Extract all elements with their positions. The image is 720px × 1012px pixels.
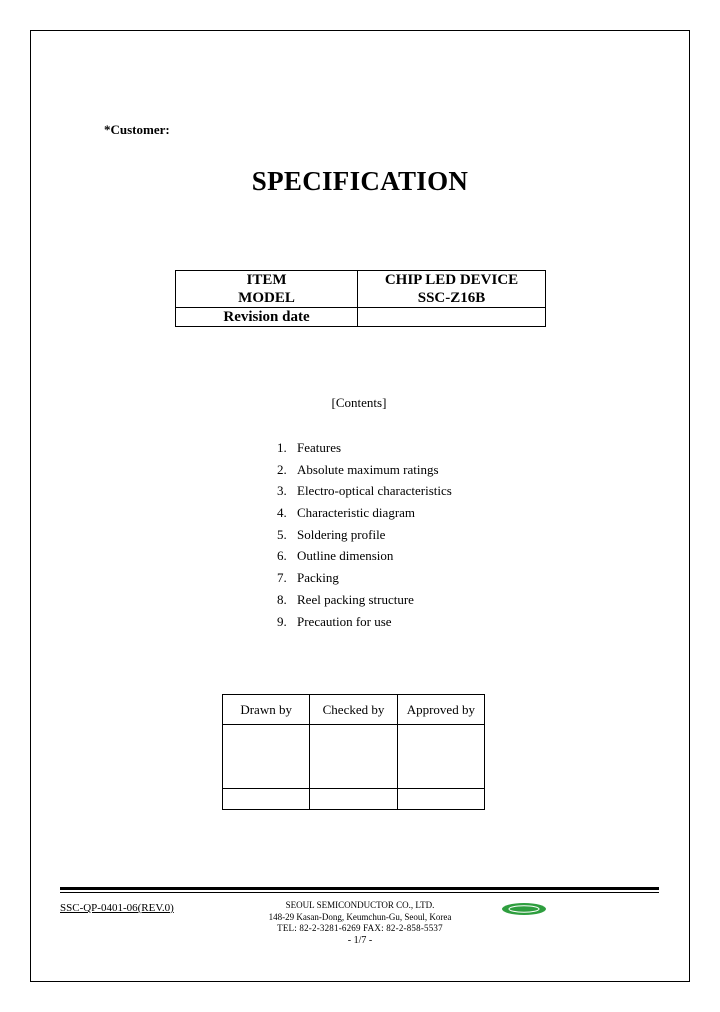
drawn-by-header: Drawn by <box>223 695 310 725</box>
company-logo-icon <box>501 902 547 916</box>
contents-item: 6. Outline dimension <box>277 548 394 564</box>
contents-item: 4. Characteristic diagram <box>277 505 416 521</box>
contents-item: 3. Electro-optical characteristics <box>277 483 452 499</box>
model-label: MODEL <box>238 290 295 306</box>
item-model-values-cell <box>358 271 546 308</box>
approved-by-signature <box>397 725 484 789</box>
item-model-table <box>175 270 546 327</box>
contents-item: 7. Packing <box>277 570 339 586</box>
contents-item: 2. Absolute maximum ratings <box>277 461 439 477</box>
contents-heading: [Contents] <box>331 395 387 410</box>
contents-list <box>277 437 452 632</box>
approval-table <box>222 694 485 810</box>
checked-by-header: Checked by <box>310 695 397 725</box>
item-model-labels-cell <box>176 271 358 308</box>
approved-by-date <box>397 789 484 810</box>
checked-by-signature <box>310 725 397 789</box>
footer-rule-thin <box>60 892 659 893</box>
company-address: 148-29 Kasan-Dong, Keumchun-Gu, Seoul, Korea <box>268 911 452 922</box>
customer-label: *Customer: <box>104 122 170 137</box>
company-name: SEOUL SEMICONDUCTOR CO., LTD. <box>285 900 435 910</box>
drawn-by-signature <box>223 725 310 789</box>
checked-by-date <box>310 789 397 810</box>
contents-item: 5. Soldering profile <box>277 526 386 542</box>
company-info <box>0 900 720 946</box>
contents-item: 9. Precaution for use <box>277 613 392 629</box>
approved-by-header: Approved by <box>397 695 484 725</box>
item-value: CHIP LED DEVICE <box>384 272 519 288</box>
company-contact: TEL: 82-2-3281-6269 FAX: 82-2-858-5537 <box>277 923 443 933</box>
document-title: SPECIFICATION <box>251 166 469 196</box>
contents-item: 8. Reel packing structure <box>277 591 414 607</box>
revision-date-label: Revision date <box>176 308 358 327</box>
contents-item: 1. Features <box>277 440 342 455</box>
document-number: SSC-QP-0401-06(REV.0) <box>60 902 174 914</box>
item-label: ITEM <box>246 272 287 288</box>
model-value: SSC-Z16B <box>417 290 486 306</box>
drawn-by-date <box>223 789 310 810</box>
footer-rule-thick <box>60 887 659 890</box>
page-number: - 1/7 - <box>347 934 373 946</box>
revision-date-value <box>358 308 546 327</box>
